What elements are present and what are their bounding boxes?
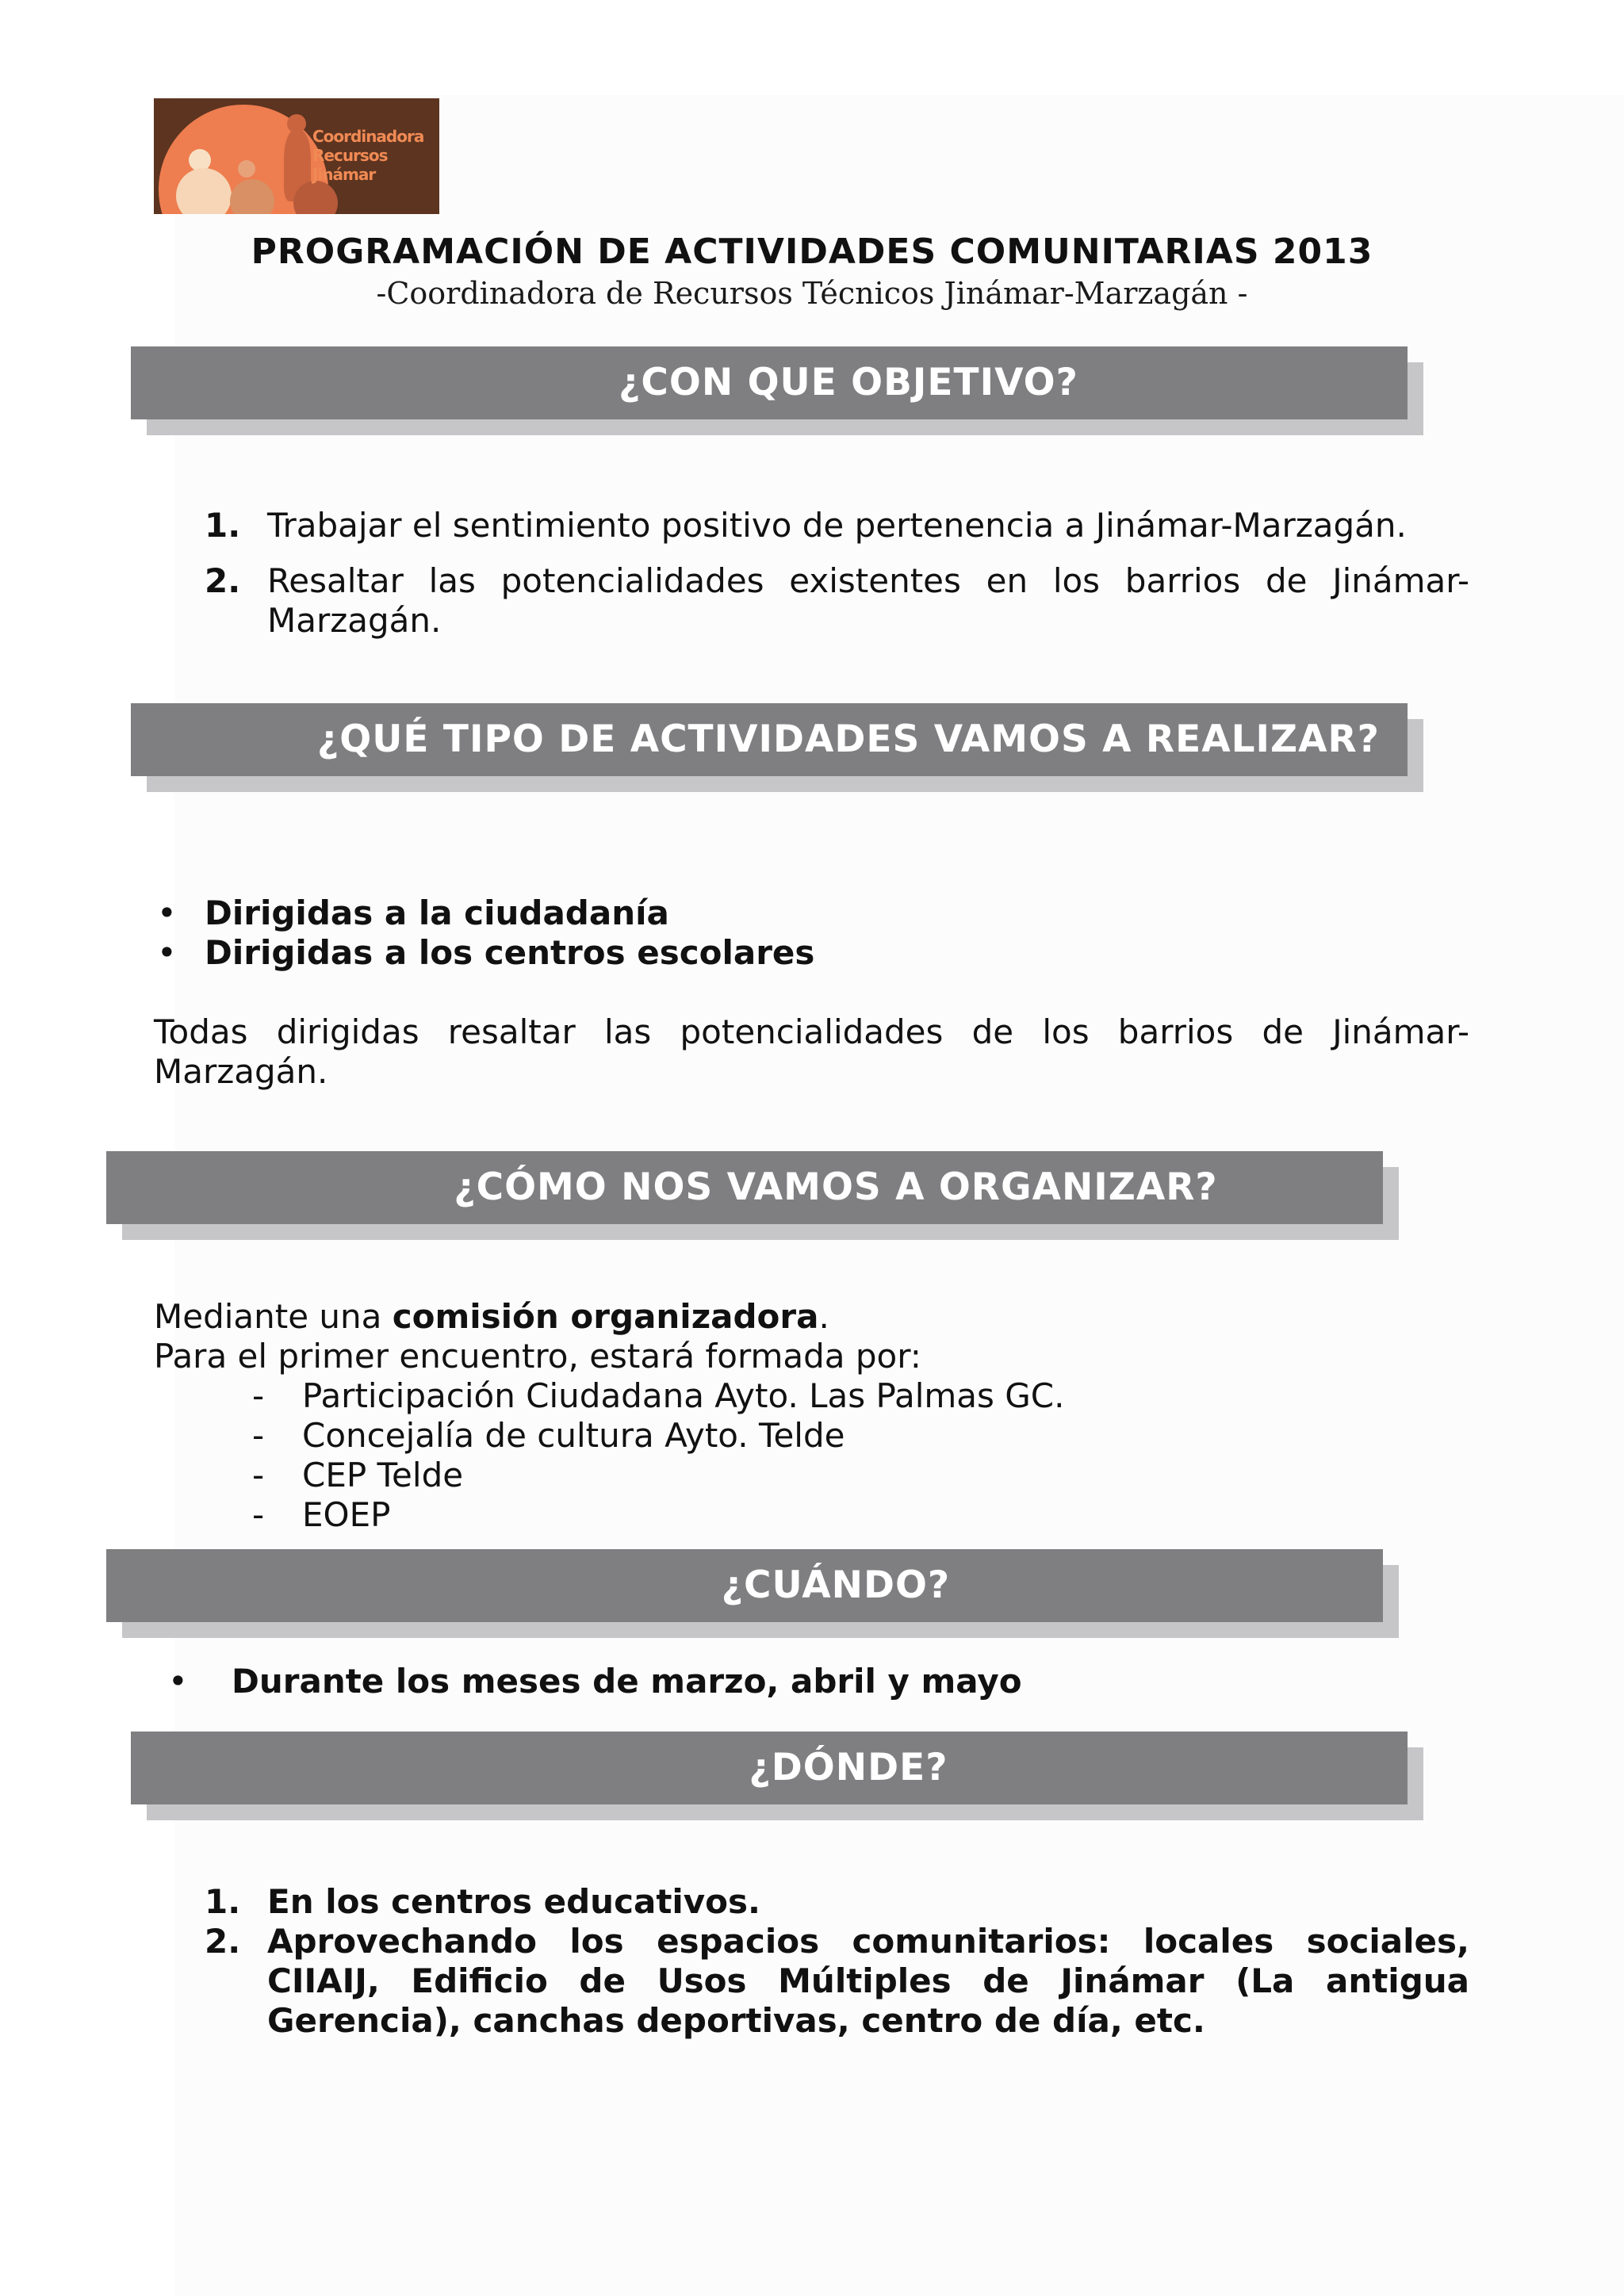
- member-item: EOEP: [302, 1495, 391, 1534]
- dash-icon: -: [252, 1456, 265, 1494]
- list-number: 1.: [205, 506, 241, 545]
- section-banner-organizar: [106, 1151, 1383, 1224]
- list-number: 2.: [205, 561, 241, 600]
- list-item: Trabajar el sentimiento positivo de pertenencia a Jinámar-Marzagán.: [267, 506, 1407, 545]
- organization-intro: Mediante una comisión organizadora.: [154, 1297, 829, 1336]
- section-heading: ¿CON QUE OBJETIVO?: [619, 361, 1078, 404]
- when-item: Durante los meses de marzo, abril y mayo: [232, 1662, 1022, 1701]
- list-item-continuation: Gerencia), canchas deportivas, centro de día, etc.: [267, 2001, 1205, 2040]
- coordinadora-logo: [154, 98, 439, 214]
- document-title: PROGRAMACIÓN DE ACTIVIDADES COMUNITARIAS 2013: [251, 232, 1373, 272]
- commission-label: comisión organizadora: [392, 1297, 819, 1336]
- list-item: Resaltar las potencialidades existentes en los barrios de Jinámar-: [267, 561, 1469, 600]
- bullet-icon: •: [168, 1662, 188, 1701]
- member-item: Participación Ciudadana Ayto. Las Palmas GC.: [302, 1376, 1065, 1415]
- section-banner-donde: [131, 1732, 1408, 1804]
- section-heading: ¿QUÉ TIPO DE ACTIVIDADES VAMOS A REALIZAR?: [317, 718, 1380, 761]
- section-heading: ¿DÓNDE?: [749, 1746, 948, 1789]
- organization-line: Para el primer encuentro, estará formada por:: [154, 1337, 921, 1376]
- paragraph: Todas dirigidas resaltar las potencialidades de los barrios de Jinámar-: [154, 1012, 1469, 1051]
- list-number: 1.: [205, 1882, 241, 1921]
- section-heading: ¿CÓMO NOS VAMOS A ORGANIZAR?: [454, 1165, 1218, 1209]
- dash-icon: -: [252, 1416, 265, 1455]
- paragraph-continuation: Marzagán.: [154, 1052, 328, 1091]
- list-item: Dirigidas a la ciudadanía: [205, 894, 669, 932]
- document-subtitle: -Coordinadora de Recursos Técnicos Jinámar-Marzagán -: [376, 276, 1248, 311]
- list-item: Dirigidas a los centros escolares: [205, 933, 815, 972]
- member-item: Concejalía de cultura Ayto. Telde: [302, 1416, 845, 1455]
- section-banner-actividades: [131, 703, 1408, 776]
- section-banner-cuando: [106, 1549, 1383, 1622]
- list-item-continuation: Marzagán.: [267, 601, 442, 640]
- logo-text: Coordinadora Recursos Jinámar: [312, 127, 424, 184]
- list-item-continuation: CIIAIJ, Edificio de Usos Múltiples de Jinámar (La antigua: [267, 1961, 1469, 2000]
- dash-icon: -: [252, 1495, 265, 1534]
- list-number: 2.: [205, 1922, 241, 1961]
- section-heading: ¿CUÁNDO?: [721, 1563, 951, 1607]
- dash-icon: -: [252, 1376, 265, 1415]
- bullet-icon: •: [157, 933, 177, 972]
- list-item: Aprovechando los espacios comunitarios: locales sociales,: [267, 1922, 1469, 1961]
- member-item: CEP Telde: [302, 1456, 464, 1494]
- bullet-icon: •: [157, 894, 177, 932]
- list-item: En los centros educativos.: [267, 1882, 760, 1921]
- section-banner-objetivo: [131, 346, 1408, 419]
